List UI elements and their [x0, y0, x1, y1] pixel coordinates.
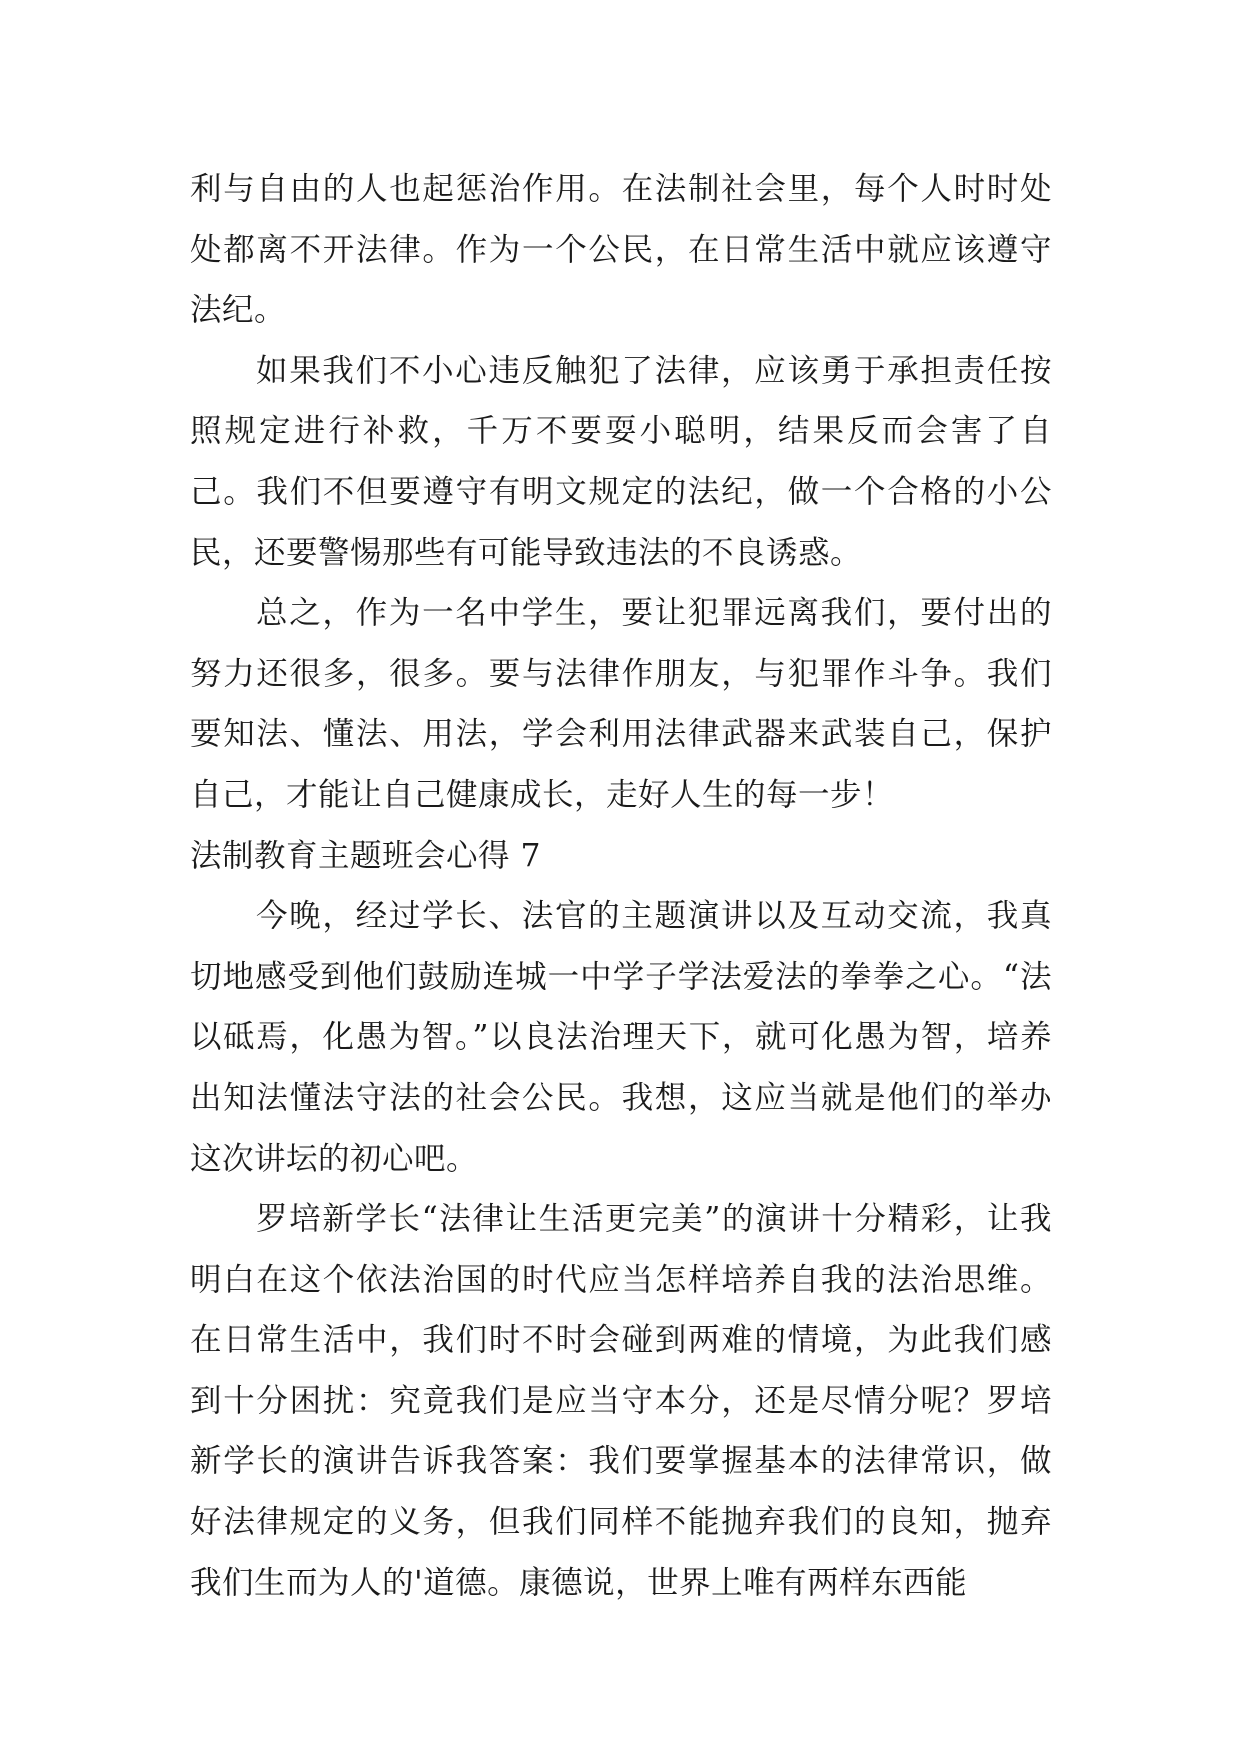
- paragraph-5: 罗培新学长“法律让生活更完美”的演讲十分精彩，让我明白在这个依法治国的时代应当怎样培养自我的法治思维。在日常生活中，我们时不时会碰到两难的情境，为此我们感到十分困扰：究竟我们是应当守本分，还是尽情分呢？罗培新学长的演讲告诉我答案：我们要掌握基本的法律常识，做好法律规定的义务，但我们同样不能抛弃我们的良知，抛弃我们生而为人的'道德。康德说，世界上唯有两样东西能: [190, 1201, 1052, 1601]
- paragraph-4: 今晚，经过学长、法官的主题演讲以及互动交流，我真切地感受到他们鼓励连城一中学子学法爱法的拳拳之心。“法以砥焉，化愚为智。”以良法治理天下，就可化愚为智，培养出知法懂法守法的社会公民。我想，这应当就是他们的举办这次讲坛的初心吧。: [190, 898, 1052, 1177]
- document-body: [190, 159, 1052, 1613]
- paragraph-1: 利与自由的人也起惩治作用。在法制社会里，每个人时时处处都离不开法律。作为一个公民，在日常生活中就应该遵守法纪。: [190, 171, 1052, 329]
- section-heading: 法制教育主题班会心得 7: [190, 837, 542, 874]
- paragraph-3: 总之，作为一名中学生，要让犯罪远离我们，要付出的努力还很多，很多。要与法律作朋友，与犯罪作斗争。我们要知法、懂法、用法，学会利用法律武器来武装自己，保护自己，才能让自己健康成长，走好人生的每一步！: [190, 595, 1052, 813]
- paragraph-2: 如果我们不小心违反触犯了法律，应该勇于承担责任按照规定进行补救，千万不要耍小聪明，结果反而会害了自己。我们不但要遵守有明文规定的法纪，做一个合格的小公民，还要警惕那些有可能导致违法的不良诱惑。: [190, 352, 1052, 571]
